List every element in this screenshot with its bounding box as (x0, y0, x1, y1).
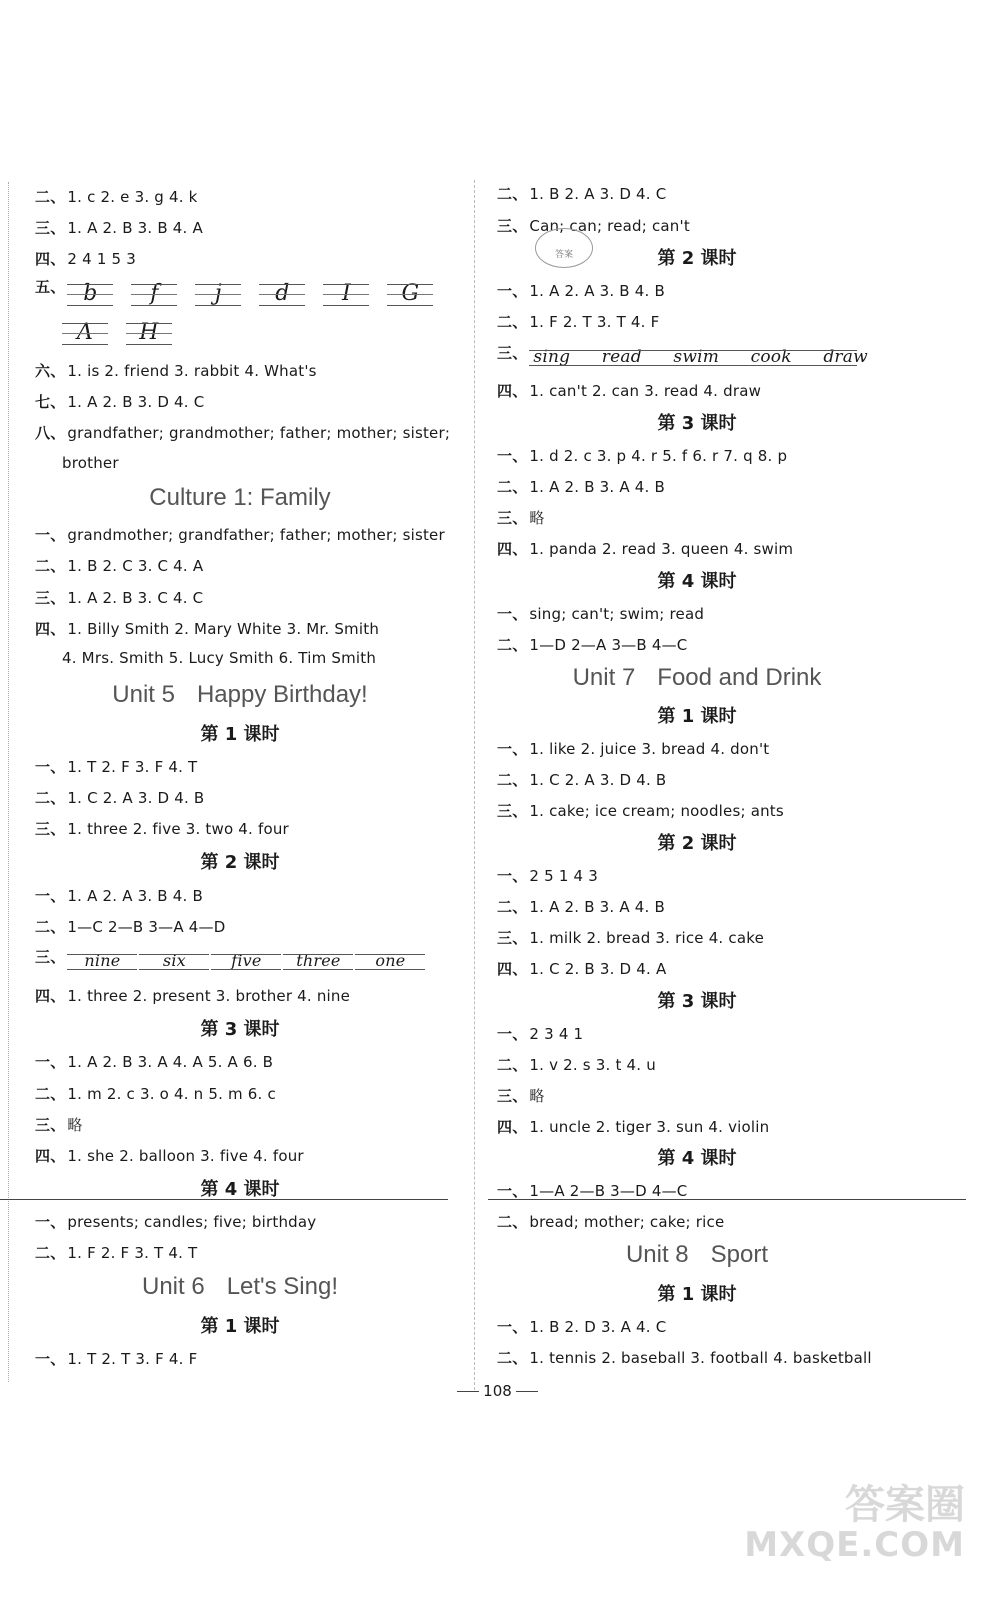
handwritten-words: sing read swim cook draw (529, 345, 857, 369)
answer-line: 三、 略 (497, 509, 545, 527)
answer-line: 六、 1. is 2. friend 3. rabbit 4. What's (35, 362, 317, 380)
lesson-heading: 第 3 课时 (657, 991, 737, 1012)
handwritten-word: one (355, 949, 425, 973)
answer-line: 二、 1. tennis 2. baseball 3. football 4. basketball (497, 1349, 872, 1367)
answer-line: 一、 grandmother; grandfather; father; mother; sister (35, 526, 445, 544)
unit-heading: Unit 7 Food and Drink (572, 664, 822, 691)
lesson-heading: 第 1 课时 (657, 1284, 737, 1305)
lesson-heading: 第 2 课时 (657, 833, 737, 854)
answer-line: 二、 1. F 2. T 3. T 4. F (497, 313, 660, 331)
answer-line: 三、 略 (35, 1116, 83, 1134)
lesson-heading: 第 1 课时 (200, 724, 280, 745)
unit-heading: Unit 5 Happy Birthday! (112, 681, 368, 708)
lesson-heading: 第 3 课时 (657, 413, 737, 434)
answer-line: 一、 presents; candles; five; birthday (35, 1213, 317, 1231)
handwritten-letter: f (131, 279, 177, 309)
answer-line: 二、 1. c 2. e 3. g 4. k (35, 188, 198, 206)
handwritten-word: six (139, 949, 209, 973)
answer-line: 一、 1. T 2. F 3. F 4. T (35, 758, 198, 776)
answer-line: 二、 1—C 2—B 3—A 4—D (35, 918, 226, 936)
answer-line: 一、 1. A 2. B 3. A 4. A 5. A 6. B (35, 1053, 274, 1071)
handwritten-word: nine (67, 949, 137, 973)
answer-line: 一、 2 5 1 4 3 (497, 867, 598, 885)
answer-line: 三、 1. cake; ice cream; noodles; ants (497, 802, 784, 820)
answer-line: 二、 1. C 2. A 3. D 4. B (497, 771, 667, 789)
page-number: 108 (0, 1382, 995, 1400)
answer-line: 四、 1. panda 2. read 3. queen 4. swim (497, 540, 794, 558)
stamp-mark: 答案 (535, 228, 593, 268)
answer-line: 三、 Can; can; read; can't (497, 217, 690, 235)
lesson-heading: 第 2 课时 (657, 248, 737, 269)
answer-line: 三、 1. three 2. five 3. two 4. four (35, 820, 289, 838)
answer-line: 四、 1. uncle 2. tiger 3. sun 4. violin (497, 1118, 770, 1136)
handwritten-letter: b (67, 279, 113, 309)
answer-line: 七、 1. A 2. B 3. D 4. C (35, 393, 205, 411)
answer-line: 四、 1. she 2. balloon 3. five 4. four (35, 1147, 304, 1165)
handwritten-word: five (211, 949, 281, 973)
answer-line: 4. Mrs. Smith 5. Lucy Smith 6. Tim Smith (62, 649, 377, 667)
answer-line: 一、 1—A 2—B 3—D 4—C (497, 1182, 688, 1200)
answer-line: 四、 1. can't 2. can 3. read 4. draw (497, 382, 762, 400)
answer-line: 二、 1. m 2. c 3. o 4. n 5. m 6. c (35, 1085, 276, 1103)
watermark: 答案圈 MXQE.COM (744, 1481, 965, 1565)
unit-heading: Unit 8 Sport (625, 1241, 769, 1268)
lesson-heading: 第 4 课时 (657, 1148, 737, 1169)
lesson-heading: 第 1 课时 (200, 1316, 280, 1337)
handwritten-letter: d (259, 279, 305, 309)
answer-line: 一、 1. T 2. T 3. F 4. F (35, 1350, 198, 1368)
answer-line: 二、 1—D 2—A 3—B 4—C (497, 636, 688, 654)
answer-line: 二、 1. v 2. s 3. t 4. u (497, 1056, 656, 1074)
handwriting-line: 五、 b f j d I G (35, 276, 451, 309)
answer-line: 四、 2 4 1 5 3 (35, 250, 136, 268)
handwritten-letter: G (387, 279, 433, 309)
lesson-heading: 第 2 课时 (200, 852, 280, 873)
answer-line: brother (62, 454, 119, 472)
unit-heading: Unit 6 Let's Sing! (141, 1273, 339, 1300)
answer-line: 三、 1. A 2. B 3. C 4. C (35, 589, 204, 607)
answer-line: 二、 1. F 2. F 3. T 4. T (35, 1244, 198, 1262)
answer-line: 一、 1. d 2. c 3. p 4. r 5. f 6. r 7. q 8. p (497, 447, 788, 465)
handwritten-letter: I (323, 279, 369, 309)
answer-line: 四、 1. C 2. B 3. D 4. A (497, 960, 667, 978)
answer-line: 一、 1. B 2. D 3. A 4. C (497, 1318, 667, 1336)
handwriting-line: 三、 nine six five three one (35, 946, 427, 973)
lesson-heading: 第 3 课时 (200, 1019, 280, 1040)
answer-line: 二、 1. C 2. A 3. D 4. B (35, 789, 205, 807)
answer-line: 三、 略 (497, 1087, 545, 1105)
answer-line: 一、 2 3 4 1 (497, 1025, 584, 1043)
handwritten-letter: H (126, 318, 172, 348)
answer-line: 二、 1. B 2. A 3. D 4. C (497, 185, 667, 203)
answer-line: 二、 bread; mother; cake; rice (497, 1213, 725, 1231)
handwritten-letter: j (195, 279, 241, 309)
answer-line: 二、 1. A 2. B 3. A 4. B (497, 478, 665, 496)
lesson-heading: 第 4 课时 (200, 1179, 280, 1200)
answer-line: 一、 1. A 2. A 3. B 4. B (35, 887, 203, 905)
answer-line: 一、 1. like 2. juice 3. bread 4. don't (497, 740, 770, 758)
lesson-heading: 第 1 课时 (657, 706, 737, 727)
handwriting-line (35, 318, 190, 348)
answer-line: 三、 1. A 2. B 3. B 4. A (35, 219, 203, 237)
answer-line: 一、 sing; can't; swim; read (497, 605, 705, 623)
answer-line: 二、 1. B 2. C 3. C 4. A (35, 557, 204, 575)
section-heading: Culture 1: Family (149, 484, 331, 511)
handwriting-line: 三、 sing read swim cook draw (497, 344, 868, 367)
answer-line: 二、 1. A 2. B 3. A 4. B (497, 898, 665, 916)
answer-line: 八、 grandfather; grandmother; father; mother; sister; (35, 424, 451, 442)
handwritten-letter: A (62, 318, 108, 348)
answer-line: 四、 1. Billy Smith 2. Mary White 3. Mr. Smith (35, 620, 380, 638)
answer-line: 一、 1. A 2. A 3. B 4. B (497, 282, 665, 300)
answer-line: 三、 1. milk 2. bread 3. rice 4. cake (497, 929, 764, 947)
left-margin-rule (8, 182, 9, 1382)
column-divider (474, 180, 475, 1390)
lesson-heading: 第 4 课时 (657, 571, 737, 592)
answer-line: 四、 1. three 2. present 3. brother 4. nine (35, 987, 351, 1005)
handwritten-word: three (283, 949, 353, 973)
